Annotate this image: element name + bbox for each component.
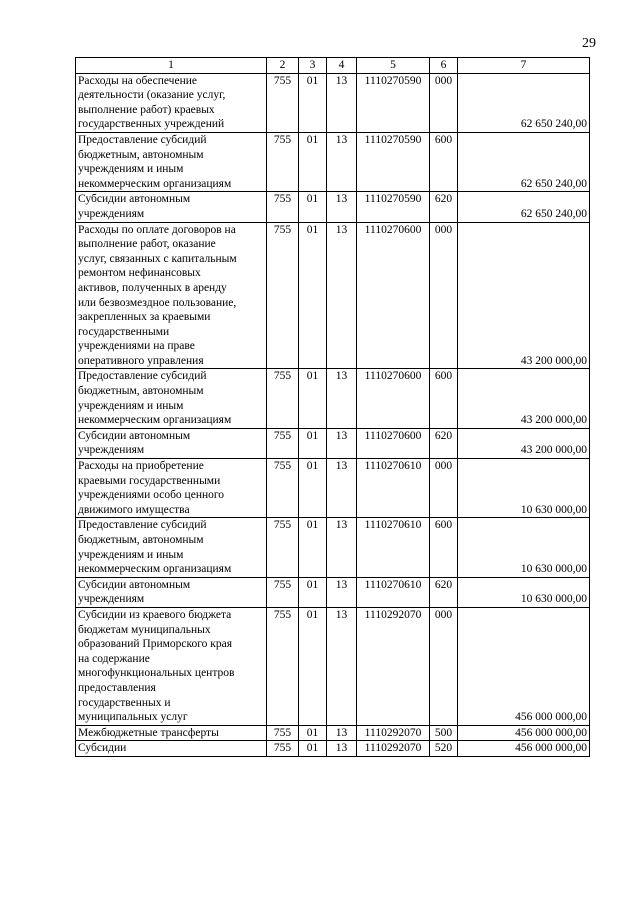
column-header-3: 3 bbox=[299, 58, 327, 74]
expense-type-code-cell: 000 bbox=[430, 607, 458, 725]
ministry-code-cell: 755 bbox=[267, 192, 299, 222]
table-row bbox=[76, 428, 590, 458]
amount-cell: 62 650 240,00 bbox=[458, 132, 590, 191]
subsection-code-cell: 13 bbox=[327, 369, 357, 428]
ministry-code-cell: 755 bbox=[267, 725, 299, 741]
amount-cell: 43 200 000,00 bbox=[458, 222, 590, 369]
expense-type-code-cell: 600 bbox=[430, 518, 458, 577]
ministry-code-cell: 755 bbox=[267, 369, 299, 428]
expense-name-cell: Расходы на обеспечение деятельности (оказание услуг, выполнение работ) краевых государственных учреждений bbox=[76, 73, 267, 132]
ministry-code-cell: 755 bbox=[267, 607, 299, 725]
subsection-code-cell: 13 bbox=[327, 73, 357, 132]
target-article-code-cell: 1110292070 bbox=[357, 725, 430, 741]
target-article-code-cell: 1110270610 bbox=[357, 459, 430, 518]
section-code-cell: 01 bbox=[299, 132, 327, 191]
expense-type-code-cell: 600 bbox=[430, 132, 458, 191]
amount-cell: 10 630 000,00 bbox=[458, 518, 590, 577]
expense-name-cell: Субсидии автономным учреждениям bbox=[76, 192, 267, 222]
amount-cell: 456 000 000,00 bbox=[458, 607, 590, 725]
expense-type-code-cell: 000 bbox=[430, 73, 458, 132]
subsection-code-cell: 13 bbox=[327, 459, 357, 518]
expense-name-cell: Расходы по оплате договоров на выполнение работ, оказание услуг, связанных с капитальным ремонтом нефинансовых активов, полученных в аренду или безвозмездное пользование, закрепленных за краевыми государственными учреждениями на праве оперативного управления bbox=[76, 222, 267, 369]
table-row bbox=[76, 607, 590, 725]
expense-type-code-cell: 620 bbox=[430, 428, 458, 458]
target-article-code-cell: 1110270600 bbox=[357, 369, 430, 428]
amount-cell: 43 200 000,00 bbox=[458, 369, 590, 428]
expense-name-cell: Субсидии автономным учреждениям bbox=[76, 577, 267, 607]
section-code-cell: 01 bbox=[299, 222, 327, 369]
expense-type-code-cell: 520 bbox=[430, 741, 458, 757]
amount-cell: 10 630 000,00 bbox=[458, 459, 590, 518]
amount-cell: 10 630 000,00 bbox=[458, 577, 590, 607]
column-header-4: 4 bbox=[327, 58, 357, 74]
section-code-cell: 01 bbox=[299, 192, 327, 222]
column-header-2: 2 bbox=[267, 58, 299, 74]
expense-name-cell: Субсидии bbox=[76, 741, 267, 757]
expense-type-code-cell: 600 bbox=[430, 369, 458, 428]
expense-name-cell: Расходы на приобретение краевыми государственными учреждениями особо ценного движимого имущества bbox=[76, 459, 267, 518]
expense-name-cell: Предоставление субсидий бюджетным, автономным учреждениям и иным некоммерческим организациям bbox=[76, 132, 267, 191]
expense-name-cell: Предоставление субсидий бюджетным, автономным учреждениям и иным некоммерческим организациям bbox=[76, 518, 267, 577]
target-article-code-cell: 1110270610 bbox=[357, 577, 430, 607]
ministry-code-cell: 755 bbox=[267, 73, 299, 132]
expense-name-cell: Предоставление субсидий бюджетным, автономным учреждениям и иным некоммерческим организациям bbox=[76, 369, 267, 428]
subsection-code-cell: 13 bbox=[327, 428, 357, 458]
amount-cell: 456 000 000,00 bbox=[458, 741, 590, 757]
column-header-1: 1 bbox=[76, 58, 267, 74]
amount-cell: 456 000 000,00 bbox=[458, 725, 590, 741]
expense-type-code-cell: 000 bbox=[430, 222, 458, 369]
subsection-code-cell: 13 bbox=[327, 222, 357, 369]
subsection-code-cell: 13 bbox=[327, 725, 357, 741]
table-row bbox=[76, 222, 590, 369]
target-article-code-cell: 1110270610 bbox=[357, 518, 430, 577]
ministry-code-cell: 755 bbox=[267, 518, 299, 577]
target-article-code-cell: 1110292070 bbox=[357, 741, 430, 757]
table-row bbox=[76, 459, 590, 518]
target-article-code-cell: 1110292070 bbox=[357, 607, 430, 725]
column-header-5: 5 bbox=[357, 58, 430, 74]
ministry-code-cell: 755 bbox=[267, 132, 299, 191]
subsection-code-cell: 13 bbox=[327, 607, 357, 725]
table-row bbox=[76, 132, 590, 191]
amount-cell: 62 650 240,00 bbox=[458, 192, 590, 222]
section-code-cell: 01 bbox=[299, 428, 327, 458]
section-code-cell: 01 bbox=[299, 459, 327, 518]
section-code-cell: 01 bbox=[299, 369, 327, 428]
table-row bbox=[76, 192, 590, 222]
expense-name-cell: Межбюджетные трансферты bbox=[76, 725, 267, 741]
ministry-code-cell: 755 bbox=[267, 577, 299, 607]
subsection-code-cell: 13 bbox=[327, 192, 357, 222]
target-article-code-cell: 1110270600 bbox=[357, 428, 430, 458]
target-article-code-cell: 1110270590 bbox=[357, 73, 430, 132]
table-row bbox=[76, 741, 590, 757]
ministry-code-cell: 755 bbox=[267, 741, 299, 757]
table-row bbox=[76, 73, 590, 132]
table-row bbox=[76, 369, 590, 428]
budget-table bbox=[75, 57, 590, 757]
target-article-code-cell: 1110270600 bbox=[357, 222, 430, 369]
section-code-cell: 01 bbox=[299, 741, 327, 757]
column-header-7: 7 bbox=[458, 58, 590, 74]
expense-type-code-cell: 500 bbox=[430, 725, 458, 741]
table-row bbox=[76, 725, 590, 741]
ministry-code-cell: 755 bbox=[267, 459, 299, 518]
expense-name-cell: Субсидии автономным учреждениям bbox=[76, 428, 267, 458]
column-header-6: 6 bbox=[430, 58, 458, 74]
ministry-code-cell: 755 bbox=[267, 428, 299, 458]
page-number: 29 bbox=[582, 36, 596, 51]
target-article-code-cell: 1110270590 bbox=[357, 192, 430, 222]
table-row bbox=[76, 518, 590, 577]
expense-type-code-cell: 000 bbox=[430, 459, 458, 518]
amount-cell: 62 650 240,00 bbox=[458, 73, 590, 132]
section-code-cell: 01 bbox=[299, 607, 327, 725]
expense-type-code-cell: 620 bbox=[430, 192, 458, 222]
expense-name-cell: Субсидии из краевого бюджета бюджетам муниципальных образований Приморского края на содержание многофункциональных центров предоставления государственных и муниципальных услуг bbox=[76, 607, 267, 725]
subsection-code-cell: 13 bbox=[327, 132, 357, 191]
section-code-cell: 01 bbox=[299, 577, 327, 607]
subsection-code-cell: 13 bbox=[327, 518, 357, 577]
expense-type-code-cell: 620 bbox=[430, 577, 458, 607]
section-code-cell: 01 bbox=[299, 73, 327, 132]
ministry-code-cell: 755 bbox=[267, 222, 299, 369]
amount-cell: 43 200 000,00 bbox=[458, 428, 590, 458]
table-header-row bbox=[76, 58, 590, 74]
table-row bbox=[76, 577, 590, 607]
section-code-cell: 01 bbox=[299, 725, 327, 741]
target-article-code-cell: 1110270590 bbox=[357, 132, 430, 191]
section-code-cell: 01 bbox=[299, 518, 327, 577]
subsection-code-cell: 13 bbox=[327, 577, 357, 607]
subsection-code-cell: 13 bbox=[327, 741, 357, 757]
